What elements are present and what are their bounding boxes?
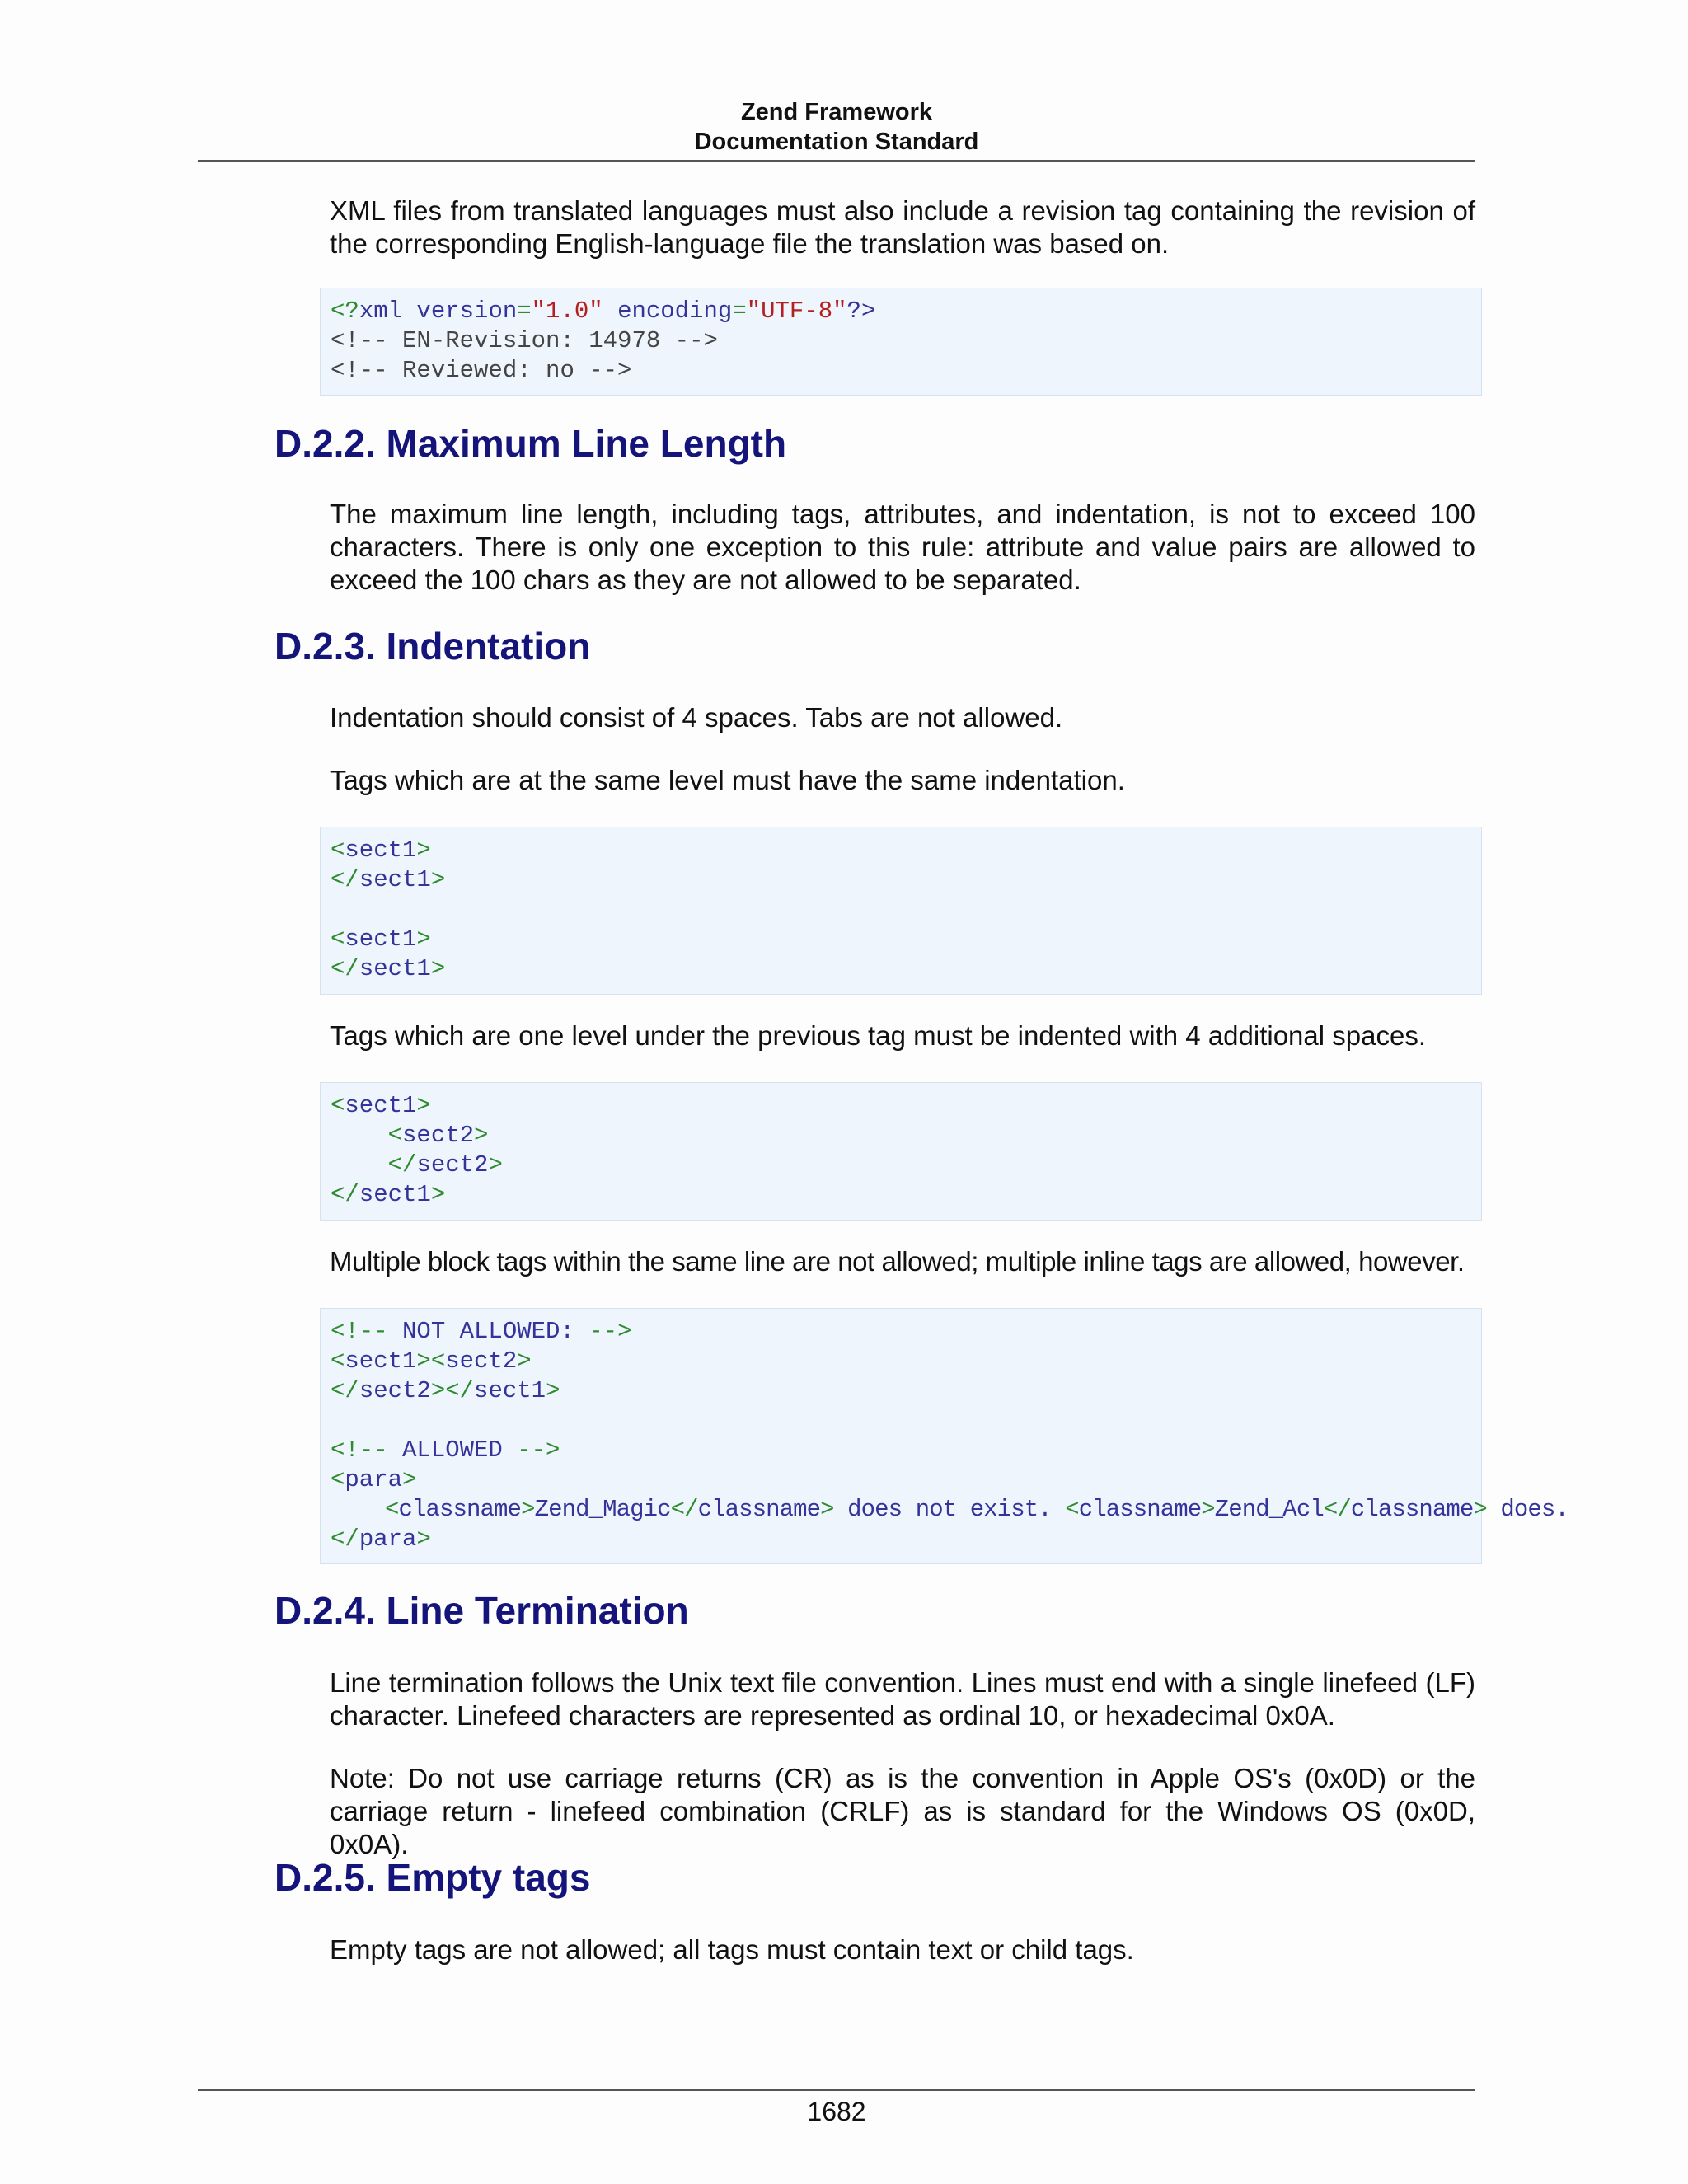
code-line: <sect1>	[331, 1092, 431, 1119]
section-heading-line-termination: D.2.4. Line Termination	[274, 1589, 689, 1632]
code-line: <classname>Zend_Magic</classname> does not exist. <classname>Zend_Acl</classname> does.	[385, 1496, 1568, 1523]
code-line: </sect1>	[331, 866, 446, 893]
code-line: <para>	[331, 1466, 417, 1493]
code-line: <?xml version="1.0" encoding="UTF-8"?>	[331, 298, 876, 325]
indentation-paragraph-4: Multiple block tags within the same line are not allowed; multiple inline tags are allowed, however.	[330, 1246, 1465, 1277]
code-line: <!-- EN-Revision: 14978 -->	[331, 327, 718, 354]
header-subtitle: Documentation Standard	[694, 129, 979, 155]
code-line: </sect2></sect1>	[331, 1377, 560, 1404]
running-header	[198, 97, 1475, 162]
code-line: <sect1><sect2>	[331, 1347, 532, 1375]
code-line: </sect2>	[387, 1151, 503, 1179]
page-number: 1682	[807, 2097, 866, 2126]
indentation-paragraph-1: Indentation should consist of 4 spaces. Tabs are not allowed.	[330, 702, 1063, 733]
indentation-paragraph-2: Tags which are at the same level must have the same indentation.	[330, 765, 1125, 795]
code-line: <sect2>	[387, 1122, 489, 1149]
section-heading-indentation: D.2.3. Indentation	[274, 625, 591, 668]
code-line: <!-- ALLOWED -->	[331, 1436, 560, 1464]
code-line: </sect1>	[331, 955, 446, 982]
empty-tags-paragraph: Empty tags are not allowed; all tags must contain text or child tags.	[330, 1934, 1134, 1965]
code-line: </sect1>	[331, 1181, 446, 1208]
section-heading-empty-tags: D.2.5. Empty tags	[274, 1856, 591, 1899]
header-title: Zend Framework	[740, 99, 933, 125]
code-line-blank	[331, 1406, 1471, 1436]
code-block-inline-tags	[320, 1308, 1568, 1564]
indentation-paragraph-3: Tags which are one level under the previous tag must be indented with 4 additional spaces.	[330, 1020, 1426, 1051]
section-heading-max-line-length: D.2.2. Maximum Line Length	[274, 422, 787, 465]
code-line: <sect1>	[331, 837, 431, 864]
code-block-xml-header	[320, 288, 1482, 396]
intro-paragraph: XML files from translated languages must also include a revision tag containing the revision of the corresponding English-language file the translation was based on.	[330, 195, 1475, 259]
footer-divider	[198, 2089, 1475, 2091]
code-line: <!-- Reviewed: no -->	[331, 357, 632, 384]
line-termination-paragraph-2: Note: Do not use carriage returns (CR) as is the convention in Apple OS's (0x0D) or the carriage return - linefeed combination (CRLF) as is standard for the Windows OS (0x0D, 0x0A).	[330, 1763, 1475, 1859]
code-line: <sect1>	[331, 926, 431, 953]
line-termination-paragraph-1: Line termination follows the Unix text file convention. Lines must end with a single linefeed (LF) character. Linefeed characters are represented as ordinal 10, or hexadecimal 0x0A.	[330, 1667, 1475, 1731]
max-line-length-paragraph: The maximum line length, including tags, attributes, and indentation, is not to exceed 100 characters. There is only one exception to this rule: attribute and value pairs are allowed to exceed the 100 chars as they are not allowed to be separated.	[330, 499, 1475, 595]
code-line: </para>	[331, 1526, 431, 1553]
code-block-same-level	[320, 827, 1482, 995]
code-line: <!-- NOT ALLOWED: -->	[331, 1318, 632, 1345]
code-line-blank	[331, 895, 1471, 925]
code-block-nested	[320, 1082, 1482, 1221]
